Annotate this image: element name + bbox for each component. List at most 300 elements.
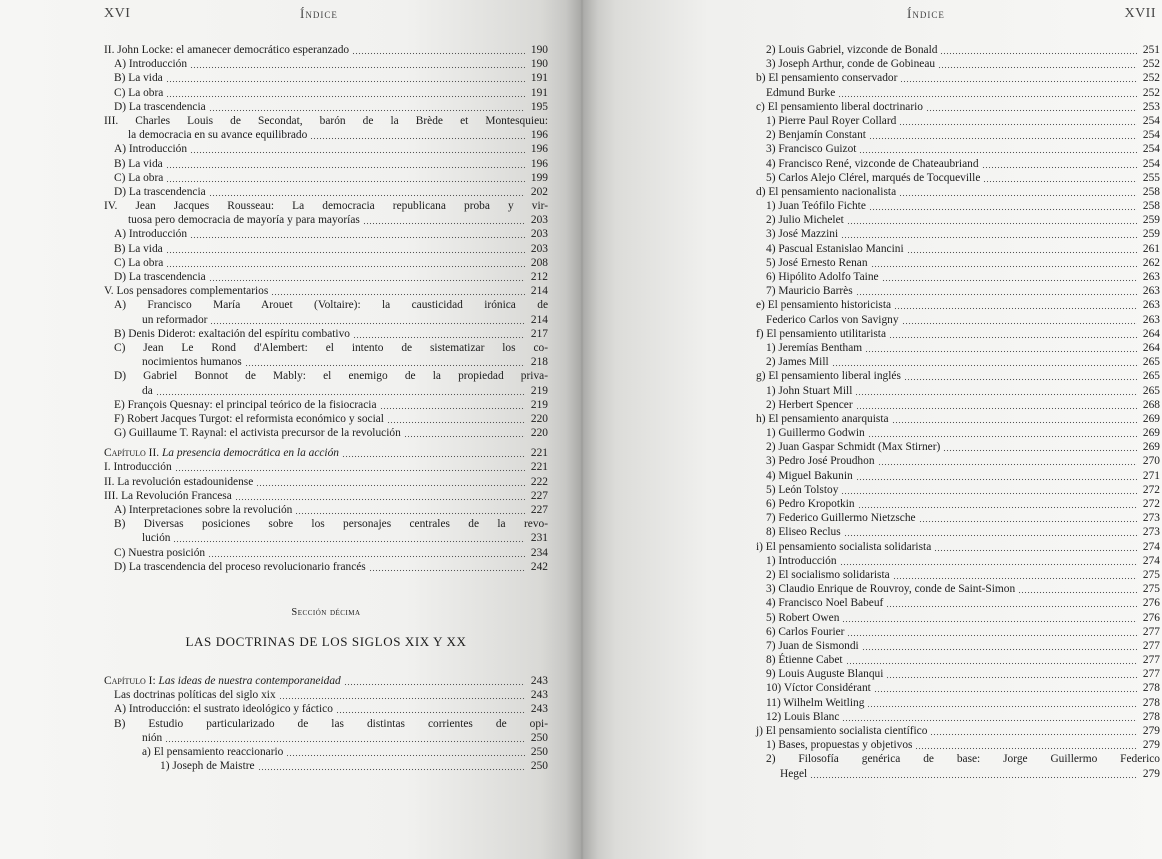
toc-entry — [756, 525, 1160, 539]
leader-dots — [886, 667, 1137, 681]
leader-dots — [983, 171, 1137, 185]
toc-entry — [756, 227, 1160, 241]
left-toc-block-1 — [104, 43, 548, 574]
toc-entry-page: 275 — [1142, 568, 1160, 581]
toc-entry-label: 1) Juan Teófilo Fichte — [766, 200, 866, 213]
toc-entry-label: 5) León Tolstoy — [766, 483, 839, 496]
toc-entry — [104, 355, 548, 369]
toc-entry-page: 272 — [1142, 498, 1160, 510]
leader-dots — [847, 213, 1137, 227]
leader-dots — [874, 681, 1137, 695]
toc-entry-page: 254 — [1142, 129, 1160, 142]
toc-entry-page: 227 — [530, 504, 548, 516]
toc-entry-page: 278 — [1142, 696, 1160, 709]
toc-entry-label: 7) Federico Guillermo Nietzsche — [766, 512, 916, 525]
toc-entry — [104, 242, 548, 256]
toc-entry-page: 278 — [1142, 710, 1160, 723]
toc-entry-page: 219 — [530, 384, 548, 397]
leader-dots — [166, 171, 525, 185]
leader-dots — [286, 745, 525, 759]
toc-entry-label: D) Gabriel Bonnot de Mably: el enemigo de la propiedad priva- — [114, 370, 548, 383]
toc-entry-label: D) La trascendencia — [114, 271, 206, 283]
toc-entry-page: 268 — [1142, 398, 1160, 411]
toc-entry-label: E) François Quesnay: el principal teórico de la fisiocracia — [114, 398, 377, 411]
toc-entry — [104, 43, 548, 57]
toc-entry-label: B) Estudio particularizado de las distintas corrientes de opi- — [114, 717, 548, 730]
toc-entry-label: 2) Filosofía genérica de base: Jorge Guillermo Federico — [766, 753, 1160, 766]
leader-dots — [363, 213, 525, 227]
leader-dots — [295, 503, 525, 517]
toc-entry-page: 272 — [1142, 483, 1160, 496]
toc-entry-label: 4) Pascual Estanislao Mancini — [766, 242, 904, 255]
toc-entry-label: 1) Introducción — [766, 554, 837, 567]
leader-dots — [353, 327, 525, 341]
toc-entry-page: 251 — [1142, 44, 1160, 56]
toc-entry-label: 2) Louis Gabriel, vizconde de Bonald — [766, 44, 938, 56]
toc-entry-label: 6) Carlos Fourier — [766, 625, 845, 638]
toc-entry-page: 253 — [1142, 100, 1160, 113]
toc-entry — [104, 171, 548, 185]
toc-entry-label: i) El pensamiento socialista solidarista — [756, 540, 932, 553]
right-running-header: Índice — [907, 6, 945, 21]
toc-entry — [756, 355, 1160, 369]
toc-entry-label: 1) Joseph de Maistre — [160, 760, 255, 773]
toc-entry-page: 217 — [530, 327, 548, 340]
leader-dots — [858, 497, 1137, 511]
toc-entry — [756, 511, 1160, 525]
toc-entry-label: da — [142, 384, 153, 397]
toc-entry-page: 218 — [530, 356, 548, 369]
toc-entry — [756, 384, 1160, 398]
toc-entry-page: 250 — [530, 745, 548, 758]
toc-entry-page: 276 — [1142, 597, 1160, 610]
section-label: Sección décima — [291, 607, 361, 618]
leader-dots — [893, 568, 1137, 582]
toc-entry — [756, 185, 1160, 199]
leader-dots — [899, 114, 1137, 128]
toc-entry-label: 5) Carlos Alejo Clérel, marqués de Tocqueville — [766, 171, 981, 184]
toc-entry-label: G) Guillaume T. Raynal: el activista precursor de la revolución — [114, 427, 401, 440]
toc-entry — [756, 369, 1160, 383]
toc-entry-label: 2) James Mill — [766, 356, 829, 369]
toc-entry-label: 3) Joseph Arthur, conde de Gobineau — [766, 58, 936, 71]
toc-entry — [104, 313, 548, 327]
toc-entry — [756, 639, 1160, 653]
toc-entry-label: 1) John Stuart Mill — [766, 384, 853, 397]
leader-dots — [904, 369, 1137, 383]
toc-entry — [756, 681, 1160, 695]
toc-entry — [756, 696, 1160, 710]
leader-dots — [907, 242, 1137, 256]
toc-entry — [756, 497, 1160, 511]
toc-entry-label: f) El pensamiento utilitarista — [756, 327, 887, 340]
leader-dots — [886, 596, 1137, 610]
toc-entry-page: 278 — [1142, 682, 1160, 695]
toc-entry — [756, 71, 1160, 85]
toc-entry-label: Edmund Burke — [766, 86, 836, 99]
toc-entry-label: A) Introducción — [114, 58, 188, 71]
toc-entry — [756, 568, 1160, 582]
left-toc-block-3 — [104, 674, 548, 773]
toc-entry-page: 195 — [530, 100, 548, 113]
leader-dots — [235, 489, 525, 503]
toc-entry-page: 214 — [530, 285, 548, 298]
toc-entry-label: Federico Carlos von Savigny — [766, 313, 899, 326]
leader-dots — [869, 128, 1137, 142]
chapter-heading — [104, 674, 548, 688]
toc-entry-label: nión — [142, 731, 163, 744]
leader-dots — [256, 475, 525, 489]
toc-entry — [756, 554, 1160, 568]
toc-entry — [756, 327, 1160, 341]
toc-entry-label: 1) Pierre Paul Royer Collard — [766, 114, 897, 127]
leader-dots — [1018, 582, 1137, 596]
toc-entry — [104, 114, 548, 128]
toc-entry-label: 1) Jeremías Bentham — [766, 341, 863, 354]
toc-entry-page: 258 — [1142, 200, 1160, 213]
toc-entry-page: 208 — [530, 256, 548, 269]
leader-dots — [856, 398, 1137, 412]
toc-entry-label: 2) Julio Michelet — [766, 214, 844, 227]
toc-entry — [756, 213, 1160, 227]
toc-entry-page: 243 — [530, 675, 548, 687]
toc-entry-page: 203 — [530, 242, 548, 255]
leader-dots — [844, 525, 1137, 539]
leader-dots — [380, 398, 525, 412]
toc-entry-page: 269 — [1142, 441, 1160, 454]
toc-entry-page: 255 — [1142, 171, 1160, 184]
toc-entry-label: A) Francisco María Arouet (Voltaire): la causticidad irónica de — [114, 299, 548, 312]
toc-entry — [756, 100, 1160, 114]
toc-entry — [756, 483, 1160, 497]
toc-entry — [756, 171, 1160, 185]
toc-entry-page: 265 — [1142, 356, 1160, 369]
toc-entry-label: B) La vida — [114, 72, 163, 85]
toc-entry-page: 212 — [530, 271, 548, 283]
toc-entry-label: j) El pensamiento socialista científico — [756, 725, 928, 737]
toc-entry-page: 277 — [1142, 654, 1160, 667]
toc-entry-page: 254 — [1142, 114, 1160, 127]
toc-entry — [756, 86, 1160, 100]
leader-dots — [209, 100, 525, 114]
toc-entry-label: C) La obra — [114, 171, 164, 184]
toc-entry — [756, 724, 1160, 738]
toc-entry-page: 250 — [530, 731, 548, 744]
toc-entry-page: 220 — [530, 412, 548, 425]
toc-entry — [756, 199, 1160, 213]
toc-entry — [104, 86, 548, 100]
toc-entry-label: Hegel — [780, 767, 808, 780]
toc-entry-page: 270 — [1142, 455, 1160, 468]
toc-entry-page: 214 — [530, 313, 548, 326]
toc-entry-label: B) Denis Diderot: exaltación del espíritu combativo — [114, 327, 350, 340]
toc-entry-label: un reformador — [142, 313, 208, 326]
toc-entry — [104, 759, 548, 773]
leader-dots — [387, 412, 525, 426]
toc-entry — [104, 503, 548, 517]
leader-dots — [982, 157, 1137, 171]
toc-entry-page: 269 — [1142, 412, 1160, 425]
toc-entry-page: 274 — [1142, 540, 1160, 553]
toc-entry-label: III. Charles Louis de Secondat, barón de la Brède et Montesquieu: — [104, 114, 548, 127]
toc-entry — [756, 298, 1160, 312]
toc-entry-label: 3) José Mazzini — [766, 228, 839, 241]
toc-entry-label: 10) Víctor Considérant — [766, 682, 871, 695]
toc-entry — [756, 270, 1160, 284]
toc-entry-page: 191 — [530, 86, 548, 99]
toc-entry-page: 279 — [1142, 767, 1160, 780]
toc-entry-page: 243 — [530, 689, 548, 702]
chapter-title: Las ideas de nuestra contemporaneidad — [158, 675, 341, 687]
toc-entry-label: A) Introducción — [114, 228, 188, 241]
toc-entry-page: 202 — [530, 185, 548, 198]
leader-dots — [926, 100, 1137, 114]
toc-entry-page: 279 — [1142, 739, 1160, 752]
toc-entry-page: 199 — [530, 171, 548, 184]
toc-entry-label: tuosa pero democracia de mayoría y para mayorías — [128, 214, 360, 227]
toc-entry-label: 4) Francisco Noel Babeuf — [766, 597, 884, 610]
leader-dots — [856, 284, 1137, 298]
toc-entry — [104, 57, 548, 71]
toc-entry-label: e) El pensamiento historicista — [756, 299, 892, 312]
toc-entry-label: 12) Louis Blanc — [766, 710, 840, 723]
toc-entry-page: 250 — [530, 760, 548, 773]
toc-entry-label: c) El pensamiento liberal doctrinario — [756, 100, 923, 113]
toc-entry — [104, 398, 548, 412]
toc-entry-page: 259 — [1142, 214, 1160, 227]
leader-dots — [899, 185, 1137, 199]
leader-dots — [245, 355, 525, 369]
toc-entry-label: lución — [142, 532, 171, 545]
toc-entry — [104, 142, 548, 156]
leader-dots — [930, 724, 1137, 738]
toc-entry-page: 259 — [1142, 228, 1160, 241]
toc-entry-label: h) El pensamiento anarquista — [756, 412, 889, 425]
toc-entry — [104, 546, 548, 560]
toc-entry-label: D) La trascendencia — [114, 185, 206, 198]
toc-entry-page: 252 — [1142, 86, 1160, 99]
toc-entry-page: 269 — [1142, 427, 1160, 440]
toc-entry-label: Las doctrinas políticas del siglo xix — [114, 689, 276, 702]
toc-entry-label: II. La revolución estadounidense — [104, 475, 254, 488]
toc-entry-page: 263 — [1142, 313, 1160, 326]
toc-entry-page: 203 — [530, 214, 548, 227]
leader-dots — [166, 71, 525, 85]
toc-entry-page: 243 — [530, 703, 548, 716]
toc-entry-page: 261 — [1142, 242, 1160, 255]
toc-entry-label: 1) Guillermo Godwin — [766, 427, 865, 440]
toc-entry-label: 7) Juan de Sismondi — [766, 639, 859, 652]
leader-dots — [943, 440, 1137, 454]
chapter-number: Capítulo II. — [104, 447, 162, 460]
toc-entry-page: 191 — [530, 72, 548, 85]
leader-dots — [840, 554, 1137, 568]
leader-dots — [842, 710, 1137, 724]
toc-entry-label: 5) Robert Owen — [766, 611, 840, 624]
toc-entry — [104, 298, 548, 312]
toc-entry-label: B) La vida — [114, 242, 163, 255]
toc-entry-page: 252 — [1142, 58, 1160, 71]
section-title: LAS DOCTRINAS DE LOS SIGLOS XIX Y XX — [185, 634, 467, 649]
toc-entry — [756, 157, 1160, 171]
toc-entry-label: 7) Mauricio Barrès — [766, 285, 853, 298]
toc-entry — [756, 454, 1160, 468]
toc-entry — [756, 242, 1160, 256]
toc-entry — [104, 284, 548, 298]
toc-entry — [756, 142, 1160, 156]
leader-dots — [919, 511, 1137, 525]
leader-dots — [369, 560, 525, 574]
leader-dots — [865, 341, 1137, 355]
leader-dots — [940, 43, 1137, 57]
toc-entry — [104, 745, 548, 759]
leader-dots — [209, 185, 525, 199]
toc-entry-page: 265 — [1142, 384, 1160, 397]
toc-entry — [104, 731, 548, 745]
toc-entry — [104, 475, 548, 489]
toc-entry-label: C) La obra — [114, 86, 164, 99]
toc-entry — [104, 702, 548, 716]
leader-dots — [279, 688, 525, 702]
leader-dots — [190, 142, 525, 156]
leader-dots — [209, 270, 525, 284]
toc-entry — [104, 128, 548, 142]
leader-dots — [859, 142, 1137, 156]
toc-entry-label: 2) Herbert Spencer — [766, 398, 853, 411]
toc-entry — [104, 227, 548, 241]
leader-dots — [175, 460, 525, 474]
leader-dots — [869, 199, 1137, 213]
toc-entry-page: 203 — [530, 228, 548, 241]
leader-dots — [841, 483, 1137, 497]
toc-entry-label: V. Los pensadores complementarios — [104, 285, 269, 298]
leader-dots — [894, 298, 1137, 312]
toc-entry-page: 263 — [1142, 285, 1160, 298]
leader-dots — [166, 157, 525, 171]
toc-entry-page: 273 — [1142, 512, 1160, 525]
toc-entry-label: 4) Francisco René, vizconde de Chateaubriand — [766, 157, 979, 170]
toc-entry — [756, 611, 1160, 625]
toc-entry — [104, 270, 548, 284]
toc-entry — [104, 717, 548, 731]
leader-dots — [892, 412, 1137, 426]
toc-entry-page: 219 — [530, 398, 548, 411]
toc-entry-page: 190 — [530, 58, 548, 71]
toc-entry-label: 3) Francisco Guizot — [766, 143, 857, 156]
toc-entry — [104, 199, 548, 213]
toc-entry-label: d) El pensamiento nacionalista — [756, 185, 897, 198]
toc-entry-label: I. Introducción — [104, 461, 172, 474]
toc-entry-label: 6) Pedro Kropotkin — [766, 498, 855, 510]
toc-entry-label: 2) El socialismo solidarista — [766, 568, 890, 581]
toc-entry — [756, 341, 1160, 355]
toc-entry — [756, 256, 1160, 270]
toc-entry — [104, 327, 548, 341]
leader-dots — [336, 702, 525, 716]
toc-entry-page: 279 — [1142, 725, 1160, 737]
toc-entry-page: 221 — [530, 461, 548, 474]
leader-dots — [271, 284, 525, 298]
leader-dots — [938, 57, 1137, 71]
toc-entry-page: 277 — [1142, 639, 1160, 652]
toc-entry-page: 242 — [530, 560, 548, 573]
chapter-heading-label — [104, 446, 339, 460]
chapter-title: La presencia democrática en la acción — [161, 447, 339, 460]
toc-entry-page: 263 — [1142, 271, 1160, 283]
toc-entry — [104, 560, 548, 574]
leader-dots — [166, 256, 525, 270]
toc-entry-page: 234 — [530, 546, 548, 559]
toc-entry-page: 277 — [1142, 668, 1160, 681]
toc-entry-label: F) Robert Jacques Turgot: el reformista económico y social — [114, 412, 384, 425]
left-page-number: XVI — [104, 6, 131, 21]
toc-entry — [756, 752, 1160, 766]
leader-dots — [934, 540, 1137, 554]
toc-entry-label: 4) Miguel Bakunin — [766, 469, 853, 482]
toc-entry-page: 264 — [1142, 327, 1160, 340]
right-toc-block — [756, 43, 1160, 781]
toc-entry — [104, 384, 548, 398]
toc-entry — [104, 341, 548, 355]
toc-entry — [756, 440, 1160, 454]
toc-entry — [104, 157, 548, 171]
leader-dots — [842, 611, 1137, 625]
toc-entry — [756, 469, 1160, 483]
toc-entry — [756, 738, 1160, 752]
toc-entry-page: 254 — [1142, 143, 1160, 156]
toc-entry-label: la democracia en su avance equilibrado — [128, 129, 308, 142]
toc-entry-label: III. La Revolución Francesa — [104, 489, 232, 502]
toc-entry-page: 265 — [1142, 370, 1160, 383]
toc-entry — [104, 489, 548, 503]
toc-entry — [756, 767, 1160, 781]
leader-dots — [882, 270, 1137, 284]
toc-entry-label: C) La obra — [114, 256, 164, 269]
leader-dots — [258, 759, 525, 773]
leader-dots — [889, 327, 1137, 341]
toc-entry — [756, 284, 1160, 298]
toc-entry-label: 8) Eliseo Reclus — [766, 526, 841, 539]
leader-dots — [166, 242, 525, 256]
leader-dots — [856, 469, 1137, 483]
toc-entry-label: IV. Jean Jacques Rousseau: La democracia republicana proba y vir- — [104, 200, 548, 213]
toc-entry — [104, 71, 548, 85]
toc-entry-label: g) El pensamiento liberal inglés — [756, 370, 901, 383]
leader-dots — [878, 454, 1137, 468]
leader-dots — [846, 653, 1137, 667]
leader-dots — [210, 313, 525, 327]
toc-entry-label: A) Interpretaciones sobre la revolución — [114, 504, 293, 516]
leader-dots — [855, 384, 1137, 398]
toc-entry — [104, 460, 548, 474]
chapter-number: Capítulo I: — [104, 675, 156, 687]
toc-entry-label: 6) Hipólito Adolfo Taine — [766, 271, 879, 283]
toc-entry — [756, 57, 1160, 71]
toc-entry-label: B) La vida — [114, 157, 163, 170]
leader-dots — [832, 355, 1137, 369]
leader-dots — [173, 531, 525, 545]
toc-entry-page: 276 — [1142, 611, 1160, 624]
toc-entry-page: 254 — [1142, 157, 1160, 170]
toc-entry — [756, 596, 1160, 610]
right-page-number: XVII — [1124, 6, 1156, 21]
toc-entry-label: A) Introducción — [114, 143, 188, 156]
toc-entry-label: C) Jean Le Rond d'Alembert: el intento de sistematizar los co- — [114, 341, 548, 354]
leader-dots — [847, 625, 1137, 639]
leader-dots — [342, 446, 525, 460]
toc-entry-label: 2) Juan Gaspar Schmidt (Max Stirner) — [766, 441, 941, 454]
toc-entry-label: a) El pensamiento reaccionario — [142, 745, 284, 758]
